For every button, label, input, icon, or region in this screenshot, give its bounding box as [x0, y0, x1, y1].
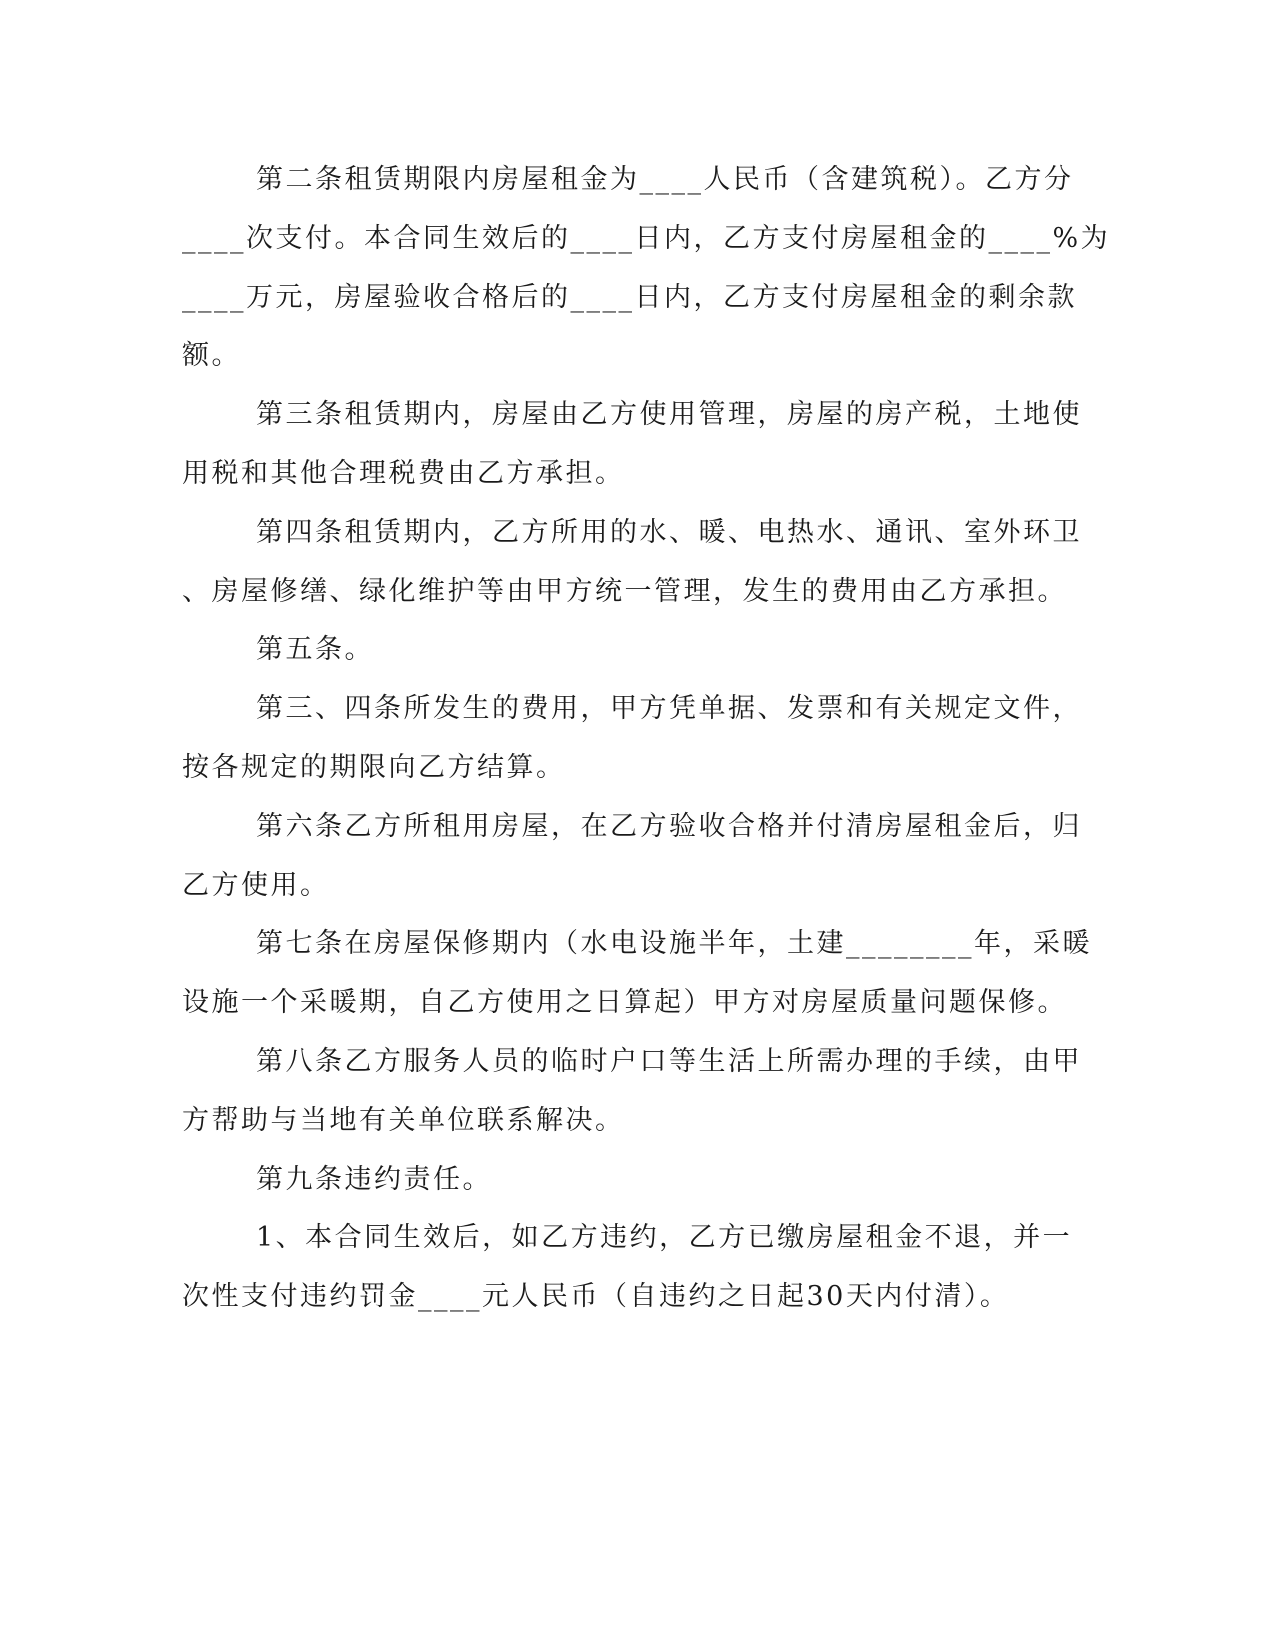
clause-4-line-1: 第四条租赁期内，乙方所用的水、暖、电热水、通讯、室外环卫 — [256, 517, 1082, 548]
clause-2-line-2: ____次支付。本合同生效后的____日内，乙方支付房屋租金的____%为 — [182, 223, 1111, 254]
clause-6-line-2: 乙方使用。 — [182, 870, 330, 901]
clause-8-line-2: 方帮助与当地有关单位联系解决。 — [182, 1105, 625, 1136]
clause-5-line-1: 第三、四条所发生的费用，甲方凭单据、发票和有关规定文件， — [256, 693, 1082, 724]
clause-3-line-1: 第三条租赁期内，房屋由乙方使用管理，房屋的房产税，土地使 — [256, 399, 1082, 430]
clause-7-line-2: 设施一个采暖期，自乙方使用之日算起）甲方对房屋质量问题保修。 — [182, 987, 1067, 1018]
clause-5-line-2: 按各规定的期限向乙方结算。 — [182, 752, 566, 783]
clause-7-line-1: 第七条在房屋保修期内（水电设施半年，土建________年，采暖 — [256, 928, 1092, 959]
clause-9-heading: 第九条违约责任。 — [256, 1164, 492, 1195]
clause-2-line-1: 第二条租赁期限内房屋租金为____人民币（含建筑税）。乙方分 — [256, 164, 1074, 195]
clause-2-line-3: ____万元，房屋验收合格后的____日内，乙方支付房屋租金的剩余款 — [182, 282, 1077, 313]
clause-6-line-1: 第六条乙方所租用房屋，在乙方验收合格并付清房屋租金后，归 — [256, 811, 1082, 842]
clause-2-line-4: 额。 — [182, 340, 241, 371]
clause-4-line-2: 、房屋修缮、绿化维护等由甲方统一管理，发生的费用由乙方承担。 — [182, 576, 1067, 607]
clause-8-line-1: 第八条乙方服务人员的临时户口等生活上所需办理的手续，由甲 — [256, 1046, 1082, 1077]
clause-9-item-1-line-1: 1、本合同生效后，如乙方违约，乙方已缴房屋租金不退，并一 — [256, 1222, 1073, 1253]
clause-3-line-2: 用税和其他合理税费由乙方承担。 — [182, 458, 625, 489]
clause-5-heading: 第五条。 — [256, 634, 374, 665]
clause-9-item-1-line-2: 次性支付违约罚金____元人民币（自违约之日起30天内付清）。 — [182, 1281, 1010, 1312]
